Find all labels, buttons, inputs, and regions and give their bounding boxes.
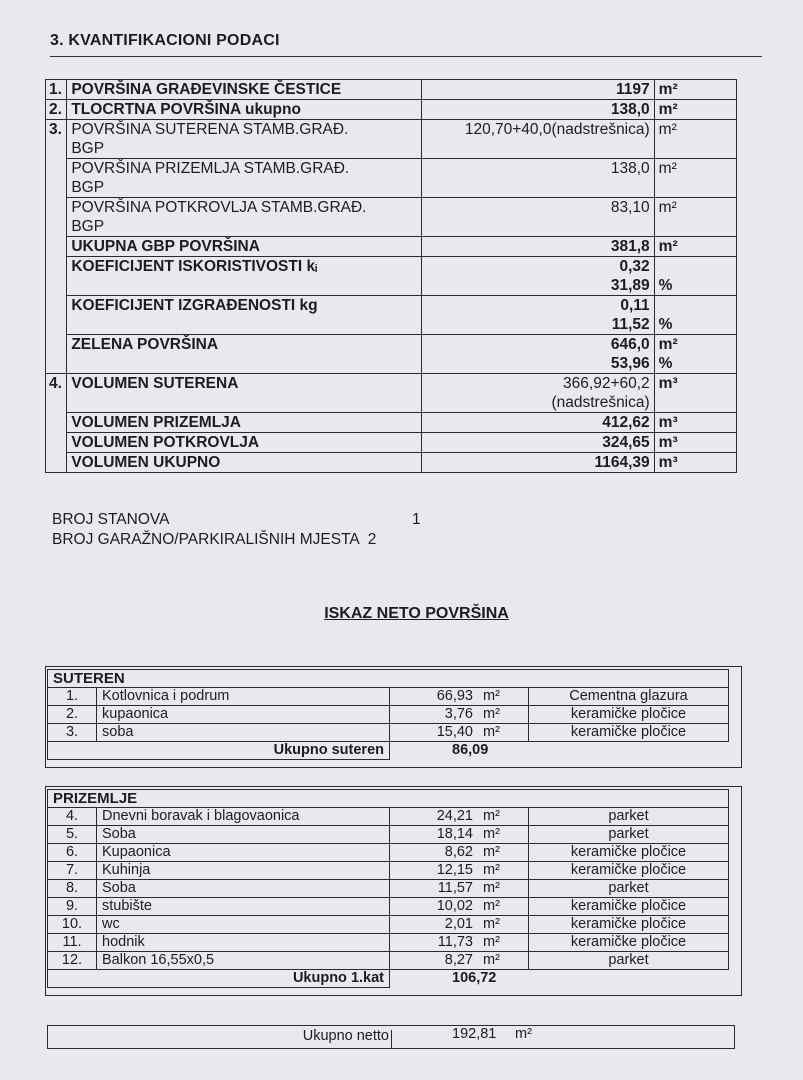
row-number: [46, 433, 67, 453]
room-name: Kotlovnica i podrum: [97, 688, 390, 706]
section-rule: [50, 56, 762, 57]
row-value: [421, 413, 654, 433]
room-floor: Cementna glazura: [529, 688, 729, 706]
room-number: 3.: [48, 724, 97, 742]
row-label-text: TLOCRTNA POVRŠINA ukupno: [71, 101, 301, 118]
row-unit-text: m²: [658, 238, 678, 255]
row-unit-text: m²: [658, 160, 677, 177]
room-row: [48, 862, 729, 880]
row-label: [67, 100, 422, 120]
room-number: 8.: [48, 880, 97, 898]
quant-row: [46, 237, 737, 257]
row-unit: [654, 120, 736, 159]
row-label-text: POVRŠINA POTKROVLJA STAMB.GRAĐ.: [71, 199, 367, 216]
quant-row: [46, 80, 737, 100]
room-area: 24,21: [390, 808, 479, 826]
room-area: 15,40: [390, 724, 479, 742]
room-number: 11.: [48, 934, 97, 952]
room-unit: m²: [478, 952, 529, 970]
room-name: soba: [97, 724, 390, 742]
room-area: 12,15: [390, 862, 479, 880]
room-name: kupaonica: [97, 706, 390, 724]
room-number: 4.: [48, 808, 97, 826]
row-value-sub: 11,52: [611, 316, 650, 333]
room-floor: keramičke pločice: [529, 898, 729, 916]
netto-value: 192,81: [452, 1026, 497, 1042]
row-unit-text: [659, 296, 732, 315]
row-value: [421, 120, 654, 159]
row-unit-sub: %: [658, 316, 673, 333]
total-spacer: [529, 742, 729, 760]
row-number: [46, 198, 67, 237]
row-label: [67, 159, 422, 198]
counts-block: [52, 510, 421, 550]
row-label: [67, 296, 422, 335]
room-area: 3,76: [390, 706, 479, 724]
quant-row: [46, 374, 737, 413]
row-value-sub: 31,89: [610, 277, 650, 294]
count-label: BROJ STANOVA: [52, 511, 170, 528]
row-value-text: 366,92+60,2: [563, 375, 650, 392]
row-label: [67, 453, 422, 473]
row-value: [421, 374, 654, 413]
row-unit-text: m³: [658, 434, 678, 451]
count-row-parking: [52, 530, 421, 550]
row-value-text: 83,10: [610, 199, 650, 216]
room-floor: keramičke pločice: [529, 934, 729, 952]
row-number: [46, 296, 67, 335]
section-title: 3. KVANTIFIKACIONI PODACI: [50, 32, 280, 49]
suteren-total-label: Ukupno suteren: [48, 742, 390, 760]
room-name: Dnevni boravak i blagovaonica: [97, 808, 390, 826]
row-label-text: VOLUMEN POTKROVLJA: [71, 434, 260, 451]
room-row: [48, 844, 729, 862]
room-unit: m²: [478, 706, 529, 724]
row-value: [421, 198, 654, 237]
row-unit-text: m²: [658, 81, 678, 98]
room-row: [48, 724, 729, 742]
row-label: [67, 198, 422, 237]
prizemlje-header: PRIZEMLJE: [48, 790, 729, 808]
room-row: [48, 898, 729, 916]
row-unit: [654, 413, 736, 433]
row-unit: [654, 296, 736, 335]
row-unit-text: m³: [658, 375, 678, 392]
row-label-text: POVRŠINA GRAĐEVINSKE ČESTICE: [71, 81, 342, 98]
row-label-text: VOLUMEN SUTERENA: [71, 375, 239, 392]
room-floor: parket: [529, 808, 729, 826]
room-number: 5.: [48, 826, 97, 844]
netto-unit: m²: [515, 1026, 532, 1042]
row-number: [46, 453, 67, 473]
row-label-sub: BGP: [71, 218, 105, 235]
row-number: [46, 237, 67, 257]
row-value-text: 412,62: [602, 414, 650, 431]
row-label-text: POVRŠINA PRIZEMLJA STAMB.GRAĐ.: [71, 160, 350, 177]
row-label: [67, 433, 422, 453]
row-label-text: KOEFICIJENT IZGRAĐENOSTI kg: [71, 297, 318, 314]
room-area: 18,14: [390, 826, 479, 844]
room-floor: keramičke pločice: [529, 724, 729, 742]
room-row: [48, 706, 729, 724]
row-unit-text: m²: [658, 336, 678, 353]
room-name: Balkon 16,55x0,5: [97, 952, 390, 970]
room-area: 10,02: [390, 898, 479, 916]
suteren-header-row: [48, 670, 729, 688]
room-row: [48, 934, 729, 952]
row-unit: [654, 80, 736, 100]
row-label-text: UKUPNA GBP POVRŠINA: [71, 238, 260, 255]
count-value: 1: [412, 511, 421, 528]
count-value: 2: [367, 531, 377, 548]
room-unit: m²: [478, 898, 529, 916]
room-name: Soba: [97, 880, 390, 898]
row-value: [421, 159, 654, 198]
room-number: 9.: [48, 898, 97, 916]
room-area: 8,62: [390, 844, 479, 862]
row-value-text: 120,70+40,0(nadstrešnica): [464, 121, 650, 138]
room-row: [48, 952, 729, 970]
quant-row: [46, 198, 737, 237]
room-number: 10.: [48, 916, 97, 934]
prizemlje-header-row: [48, 790, 729, 808]
prizemlje-table: [47, 789, 729, 988]
quant-row: [46, 453, 737, 473]
room-name: Soba: [97, 826, 390, 844]
row-unit: [654, 433, 736, 453]
row-label: [67, 413, 422, 433]
row-number: 3.: [46, 120, 67, 159]
net-area-heading: ISKAZ NETO POVRŠINA: [324, 605, 509, 622]
row-number: [46, 335, 67, 374]
row-number: [46, 257, 67, 296]
row-number: 1.: [46, 80, 67, 100]
quant-row: [46, 257, 737, 296]
netto-total-box: [47, 1025, 735, 1049]
row-value-text: 138,0: [610, 101, 650, 118]
row-value-text: 646,0: [610, 336, 650, 353]
quantification-table: [45, 79, 737, 473]
quant-row: [46, 413, 737, 433]
room-unit: m²: [478, 808, 529, 826]
suteren-table: [47, 669, 729, 760]
quant-row: [46, 100, 737, 120]
row-unit: [654, 159, 736, 198]
total-spacer: [529, 970, 729, 988]
room-unit: m²: [478, 880, 529, 898]
suteren-header: SUTEREN: [48, 670, 729, 688]
room-area: 11,73: [390, 934, 479, 952]
room-name: Kupaonica: [97, 844, 390, 862]
netto-label: Ukupno netto: [302, 1028, 389, 1044]
room-name: wc: [97, 916, 390, 934]
room-number: 1.: [48, 688, 97, 706]
row-label-text: KOEFICIJENT ISKORISTIVOSTI kᵢ: [71, 258, 318, 275]
row-unit-sub: %: [658, 355, 673, 372]
count-row-flats: [52, 510, 421, 530]
row-value: [421, 80, 654, 100]
room-floor: keramičke pločice: [529, 844, 729, 862]
room-number: 6.: [48, 844, 97, 862]
row-unit-text: m²: [658, 101, 678, 118]
row-label-text: ZELENA POVRŠINA: [71, 336, 219, 353]
row-value: [421, 453, 654, 473]
room-unit: m²: [478, 916, 529, 934]
room-floor: keramičke pločice: [529, 916, 729, 934]
quant-row: [46, 120, 737, 159]
quant-row: [46, 159, 737, 198]
row-label-sub: BGP: [71, 140, 105, 157]
row-number: 4.: [46, 374, 67, 413]
suteren-total-value: 86,09: [390, 742, 529, 760]
row-value: [421, 100, 654, 120]
row-unit: [654, 453, 736, 473]
row-unit-text: m³: [658, 454, 678, 471]
row-value-text: 138,0: [610, 160, 650, 177]
room-row: [48, 826, 729, 844]
row-unit-text: [659, 257, 732, 276]
row-unit: [654, 374, 736, 413]
row-label: [67, 80, 422, 100]
row-unit-text: m³: [658, 414, 678, 431]
row-label: [67, 237, 422, 257]
room-unit: m²: [478, 826, 529, 844]
row-label-text: POVRŠINA SUTERENA STAMB.GRAĐ.: [71, 121, 349, 138]
quant-row: [46, 433, 737, 453]
room-name: Kuhinja: [97, 862, 390, 880]
row-label-text: VOLUMEN UKUPNO: [71, 454, 221, 471]
room-row: [48, 808, 729, 826]
room-number: 2.: [48, 706, 97, 724]
row-unit-text: m²: [658, 121, 677, 138]
row-label: [67, 120, 422, 159]
row-value-sub: 53,96: [610, 355, 650, 372]
room-row: [48, 688, 729, 706]
row-value: [421, 296, 654, 335]
row-label: [67, 374, 422, 413]
row-unit: [654, 257, 736, 296]
prizemlje-total-row: [48, 970, 729, 988]
row-unit-text: m²: [658, 199, 677, 216]
row-label-sub: BGP: [71, 179, 105, 196]
row-unit-sub: %: [658, 277, 673, 294]
room-unit: m²: [478, 934, 529, 952]
room-row: [48, 916, 729, 934]
row-number: 2.: [46, 100, 67, 120]
room-row: [48, 880, 729, 898]
room-unit: m²: [478, 724, 529, 742]
prizemlje-total-value: 106,72: [390, 970, 529, 988]
row-label: [67, 257, 422, 296]
room-floor: keramičke pločice: [529, 862, 729, 880]
room-number: 7.: [48, 862, 97, 880]
prizemlje-total-label: Ukupno 1.kat: [48, 970, 390, 988]
row-value-text: 381,8: [610, 238, 650, 255]
row-value: [421, 433, 654, 453]
netto-separator: [391, 1030, 392, 1048]
room-area: 66,93: [390, 688, 479, 706]
room-floor: parket: [529, 880, 729, 898]
room-area: 2,01: [390, 916, 479, 934]
room-name: stubište: [97, 898, 390, 916]
quant-row: [46, 335, 737, 374]
suteren-total-row: [48, 742, 729, 760]
row-value: [421, 257, 654, 296]
row-value-text: 0,32: [619, 258, 650, 275]
room-floor: parket: [529, 826, 729, 844]
room-unit: m²: [478, 844, 529, 862]
room-number: 12.: [48, 952, 97, 970]
room-unit: m²: [478, 862, 529, 880]
room-name: hodnik: [97, 934, 390, 952]
row-value: [421, 335, 654, 374]
room-unit: m²: [478, 688, 529, 706]
count-label: BROJ GARAŽNO/PARKIRALIŠNIH MJESTA: [52, 531, 360, 548]
row-unit: [654, 198, 736, 237]
row-value-text: 0,11: [620, 297, 650, 314]
row-value: [421, 237, 654, 257]
row-label: [67, 335, 422, 374]
row-value-text: 1164,39: [594, 454, 650, 471]
row-number: [46, 413, 67, 433]
row-label-text: VOLUMEN PRIZEMLJA: [71, 414, 241, 431]
room-floor: parket: [529, 952, 729, 970]
room-area: 11,57: [390, 880, 479, 898]
row-unit: [654, 237, 736, 257]
room-area: 8,27: [390, 952, 479, 970]
row-value-text: 324,65: [602, 434, 650, 451]
row-value-sub: (nadstrešnica): [551, 394, 650, 411]
quant-row: [46, 296, 737, 335]
row-value-text: 1197: [616, 81, 650, 98]
row-unit: [654, 100, 736, 120]
row-number: [46, 159, 67, 198]
room-floor: keramičke pločice: [529, 706, 729, 724]
net-area-heading-wrap: [0, 605, 803, 623]
row-unit: [654, 335, 736, 374]
